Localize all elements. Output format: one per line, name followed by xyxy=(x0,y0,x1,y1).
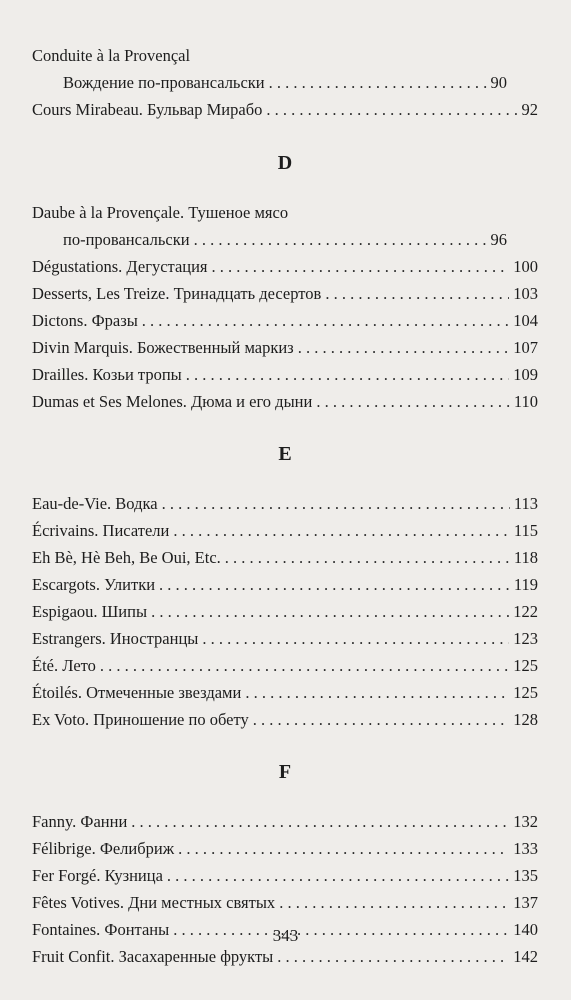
entry-title: Été. Лето xyxy=(32,656,96,675)
index-entry xyxy=(32,625,538,652)
entry-title: Divin Marquis. Божественный маркиз xyxy=(32,338,294,357)
dot-leader xyxy=(266,96,517,123)
index-entry xyxy=(32,544,538,571)
entry-page: 135 xyxy=(513,866,538,885)
entry-title: Félibrige. Фелибриж xyxy=(32,839,175,858)
entry-title: Fruit Confit. Засахаренные фрукты xyxy=(32,947,274,966)
entry-title: Ex Voto. Приношение по обету xyxy=(32,710,249,729)
entry-title: Étoilés. Отмеченные звездами xyxy=(32,683,242,702)
dot-leader xyxy=(151,598,509,625)
index-entry xyxy=(32,334,538,361)
entry-page: 109 xyxy=(513,365,538,384)
page-number: 343 xyxy=(272,926,299,945)
dot-leader xyxy=(316,388,510,415)
entry-page: 122 xyxy=(513,602,538,621)
index-entry xyxy=(32,280,538,307)
entry-page: 107 xyxy=(513,338,538,357)
dot-leader xyxy=(325,280,509,307)
dot-leader xyxy=(277,943,509,970)
dot-leader xyxy=(186,361,510,388)
index-entry xyxy=(32,69,538,96)
entry-title: Estrangers. Иностранцы xyxy=(32,629,199,648)
entry-page: 125 xyxy=(513,683,538,702)
entry-title: Fer Forgé. Кузница xyxy=(32,866,163,885)
entry-page: 96 xyxy=(490,230,507,249)
entry-title: Espigaou. Шипы xyxy=(32,602,148,621)
index-entry xyxy=(32,706,538,733)
index-entry xyxy=(32,889,538,916)
entry-page: 118 xyxy=(513,548,538,567)
entry-page: 103 xyxy=(513,284,538,303)
dot-leader xyxy=(202,625,509,652)
index-entry xyxy=(32,307,538,334)
entry-page: 137 xyxy=(513,893,538,912)
dot-leader xyxy=(131,808,509,835)
index-entry xyxy=(32,226,538,253)
dot-leader xyxy=(159,571,510,598)
index-entry xyxy=(32,679,538,706)
index-entry xyxy=(32,96,538,123)
dot-leader xyxy=(167,862,509,889)
index-entry xyxy=(32,517,538,544)
entry-page: 132 xyxy=(513,812,538,831)
entry-page: 113 xyxy=(513,494,538,513)
dot-leader xyxy=(100,652,509,679)
dot-leader xyxy=(142,307,509,334)
entry-page: 90 xyxy=(490,73,507,92)
entry-page: 125 xyxy=(513,656,538,675)
entry-page: 104 xyxy=(513,311,538,330)
index-entry xyxy=(32,598,538,625)
entry-page: 142 xyxy=(513,947,538,966)
dot-leader xyxy=(178,835,509,862)
entry-page: 115 xyxy=(513,521,538,540)
entry-page: 140 xyxy=(513,920,538,939)
dot-leader xyxy=(225,544,510,571)
entry-title: Daube à la Provençale. Тушеное мясо xyxy=(32,203,289,222)
index-entry xyxy=(32,943,538,970)
entry-title: Fêtes Votives. Дни местных святых xyxy=(32,893,276,912)
index-entry xyxy=(32,808,538,835)
dot-leader xyxy=(269,69,487,96)
entry-page: 123 xyxy=(513,629,538,648)
entry-title: Dumas et Ses Melones. Дюма и его дыни xyxy=(32,392,313,411)
entry-title: Dictons. Фразы xyxy=(32,311,138,330)
dot-leader xyxy=(194,226,487,253)
entry-title: по-провансальски xyxy=(63,230,190,249)
index-entry xyxy=(32,571,538,598)
index-entry xyxy=(32,42,538,69)
index-entry xyxy=(32,490,538,517)
dot-leader xyxy=(253,706,510,733)
entry-title: Dégustations. Дегустация xyxy=(32,257,208,276)
entry-title: Drailles. Козьи тропы xyxy=(32,365,182,384)
entry-page: 110 xyxy=(513,392,538,411)
section-letter-e: E xyxy=(278,443,292,465)
entry-title: Fontaines. Фонтаны xyxy=(32,920,170,939)
entry-title: Eh Bè, Hè Beh, Be Oui, Etc. xyxy=(32,548,221,567)
entry-page: 119 xyxy=(513,575,538,594)
dot-leader xyxy=(245,679,509,706)
entry-title: Escargots. Улитки xyxy=(32,575,156,594)
index-entry xyxy=(32,253,538,280)
dot-leader xyxy=(279,889,509,916)
index-entry xyxy=(32,862,538,889)
entry-title: Écrivains. Писатели xyxy=(32,521,170,540)
dot-leader xyxy=(298,334,510,361)
entry-page: 100 xyxy=(513,257,538,276)
entry-title: Cours Mirabeau. Бульвар Мирабо xyxy=(32,100,263,119)
entry-page: 133 xyxy=(513,839,538,858)
entry-page: 128 xyxy=(513,710,538,729)
entry-page: 92 xyxy=(521,100,538,119)
entry-title: Eau-de-Vie. Водка xyxy=(32,494,158,513)
entry-title: Вождение по-провансальски xyxy=(63,73,265,92)
index-entry xyxy=(32,388,538,415)
section-letter-d: D xyxy=(277,152,293,174)
dot-leader xyxy=(162,490,510,517)
dot-leader xyxy=(212,253,510,280)
dot-leader xyxy=(173,517,510,544)
index-entry xyxy=(32,199,538,226)
index-content xyxy=(32,42,538,970)
index-entry xyxy=(32,835,538,862)
entry-title: Fanny. Фанни xyxy=(32,812,128,831)
section-letter-f: F xyxy=(278,761,292,783)
entry-title: Conduite à la Provençal xyxy=(32,46,191,65)
index-entry xyxy=(32,652,538,679)
index-entry xyxy=(32,361,538,388)
entry-title: Desserts, Les Treize. Тринадцать десертов xyxy=(32,284,322,303)
